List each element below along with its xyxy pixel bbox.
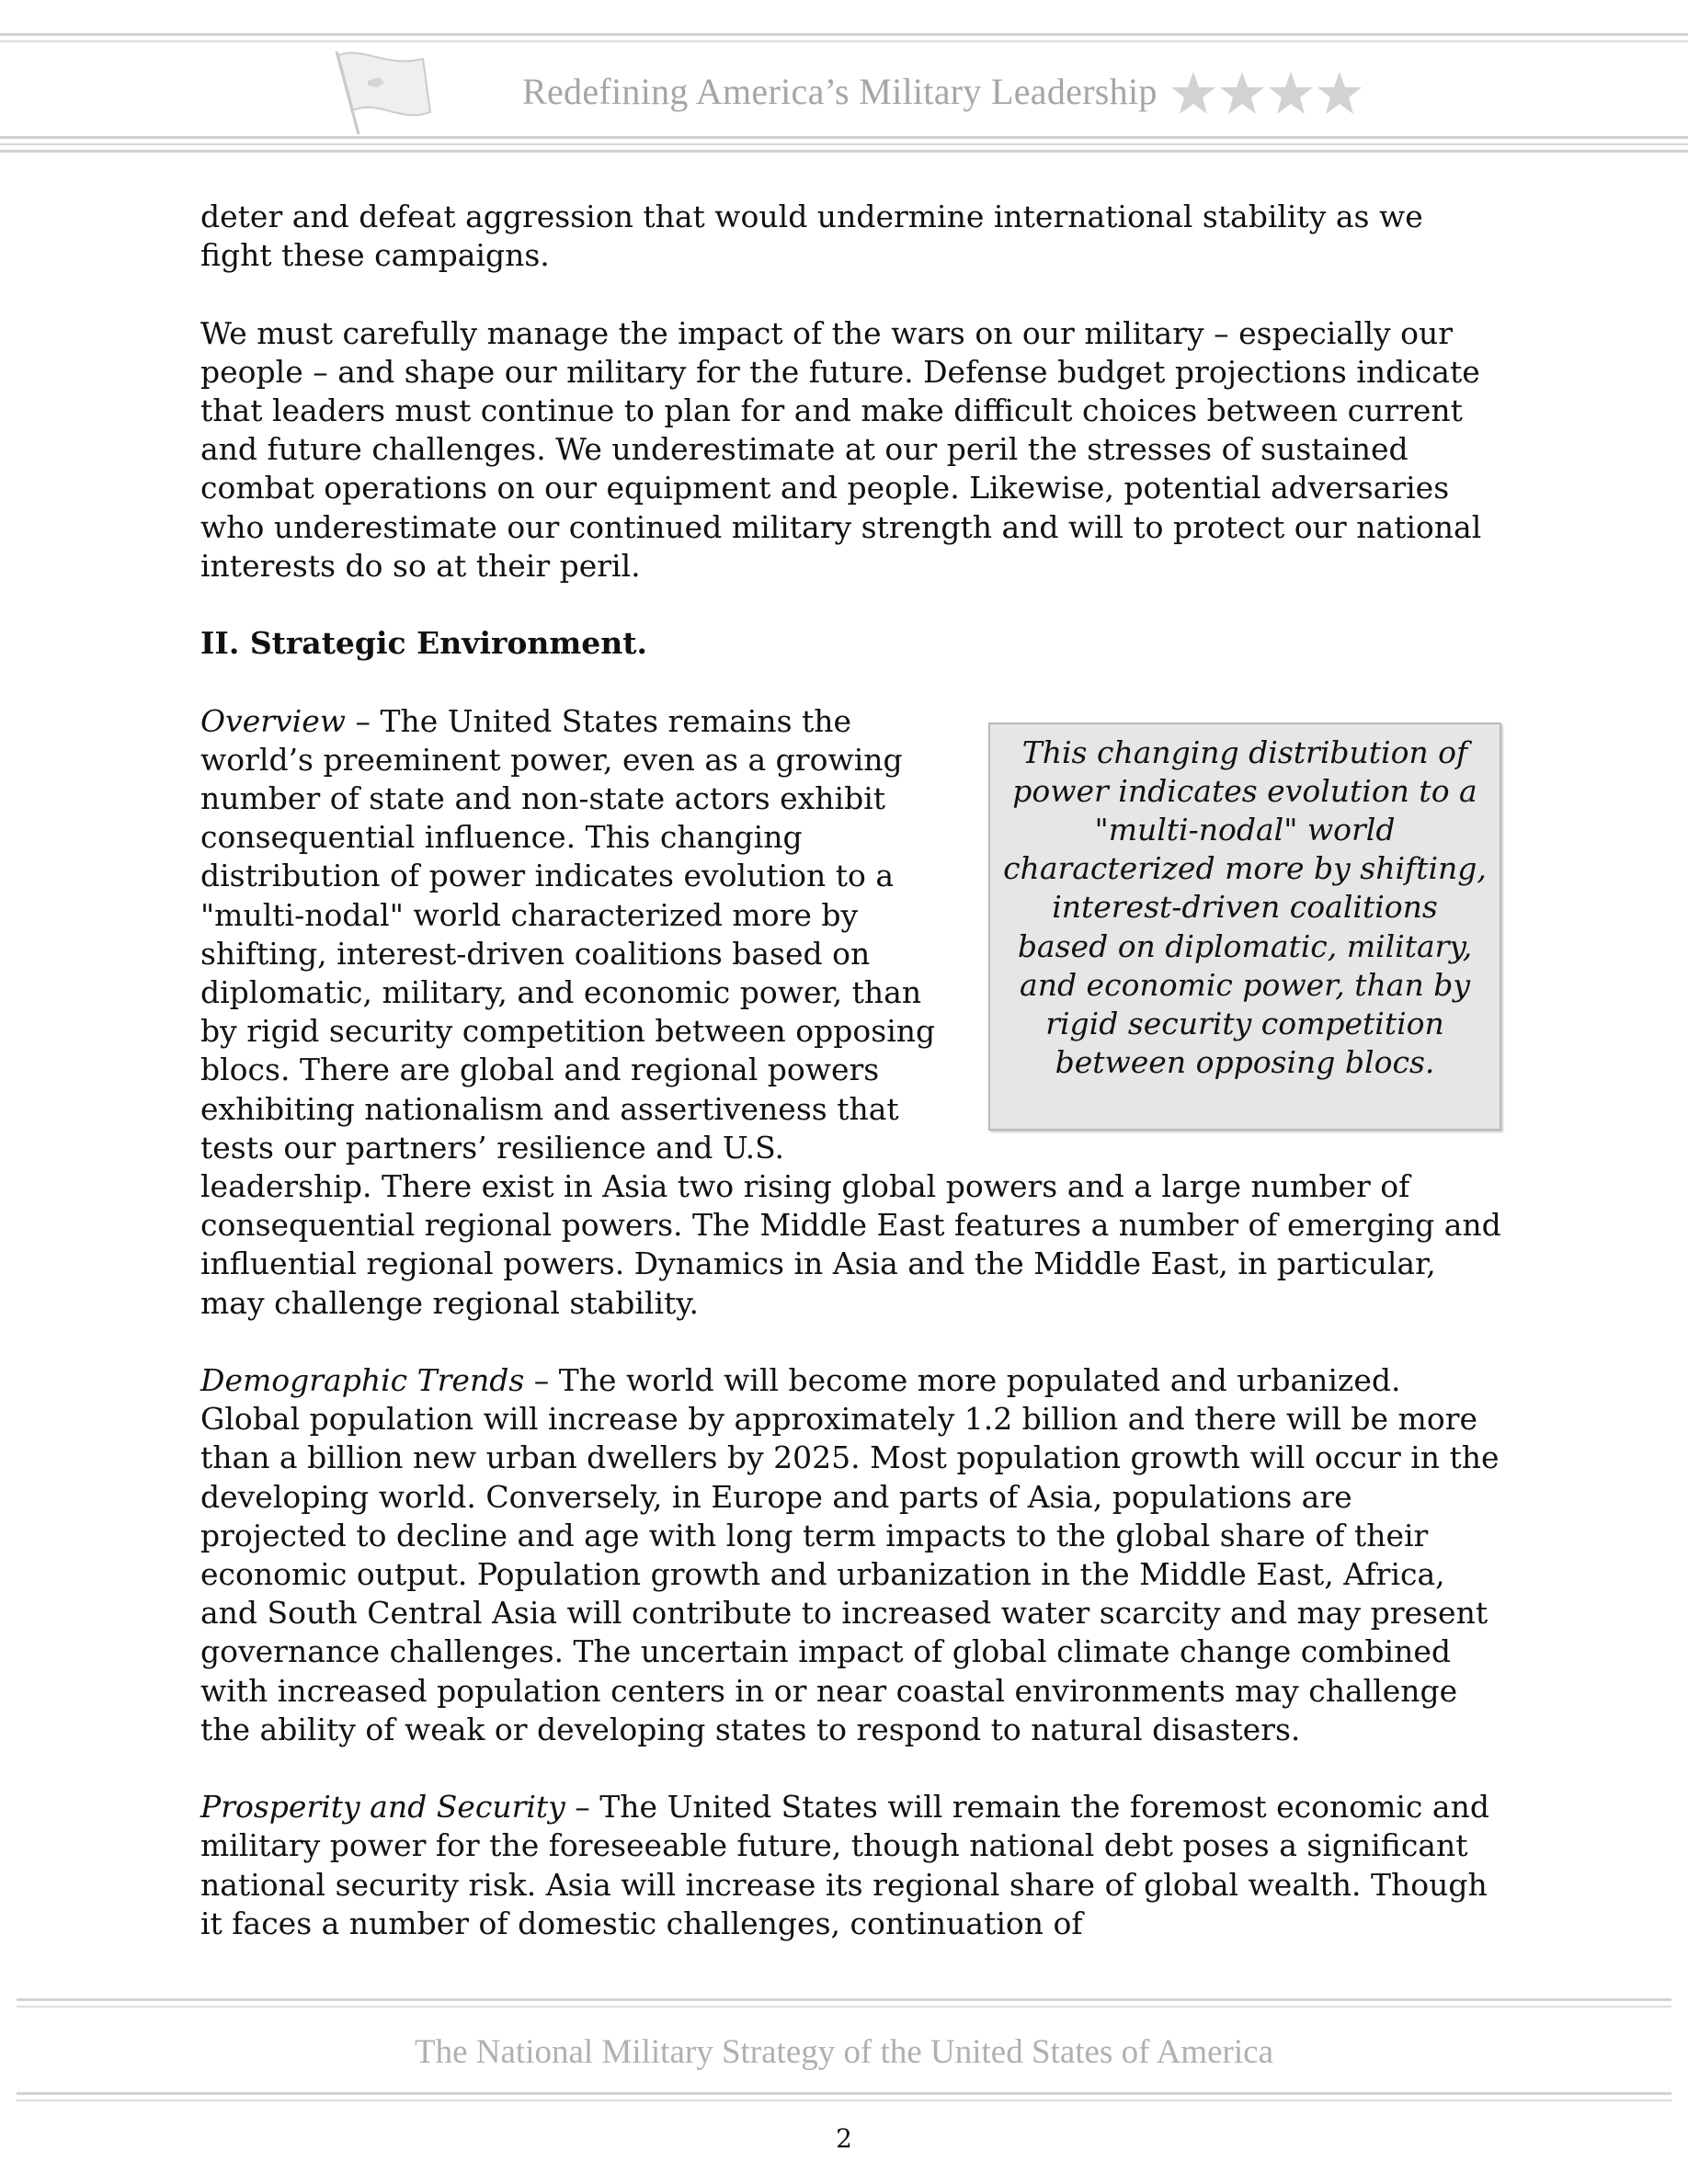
demographic-label: Demographic Trends — [200, 1362, 525, 1399]
paragraph-manage-impact: We must carefully manage the impact of the wars on our military – especially our people – and shape our military for the future. Defense budget projections indicate that leaders must continue to plan for and make difficult choices between current and future challenges. We underestimate at our peril the stresses of sustained combat operations on our equipment and people. Likewise, potential adversaries who underestimate our continued military strength and will to protect our national interests do so at their peril. — [200, 314, 1482, 584]
page-header — [0, 0, 1688, 161]
section-heading: II. Strategic Environment. — [200, 625, 648, 662]
page-number: 2 — [836, 2123, 852, 2154]
overview-text: – The United States remains the world’s preeminent power, even as a growing number of state and non-state actors exhibit consequential influence. This changing distribution of power indicates evolution to a "multi-nodal" world characterized more by shifting, interest-driven coalitions based on diplomatic, military, and economic power, than by rigid security competition between opposing blocs. There are global and regional powers exhibiting nationalism and assertiveness that tests our partners’ resilience and U.S. leadership. There exist in Asia two rising global powers and a large number of consequential regional powers. The Middle East features a number of emerging and influential regional powers. Dynamics in Asia and the Middle East, in particular, may challenge regional stability. — [200, 702, 1501, 1321]
document-body — [200, 198, 1501, 1982]
paragraph-intro: deter and defeat aggression that would undermine international stability as we fight these campaigns. — [200, 199, 1423, 274]
demographic-text: – The world will become more populated and urbanized. Global population will increase by approximately 1.2 billion and there will be more than a billion new urban dwellers by 2025. Most population growth will occur in the developing world. Conversely, in Europe and parts of Asia, populations are projected to decline and age with long term impacts to the global share of their economic output. Population growth and urbanization in the Middle East, Africa, and South Central Asia will contribute to increased water scarcity and may present governance challenges. The uncertain impact of global climate change combined with increased population centers in or near coastal environments may challenge the ability of weak or developing states to respond to natural disasters. — [200, 1362, 1500, 1747]
prosperity-label: Prosperity and Security — [200, 1789, 565, 1826]
paragraph-prosperity-security — [200, 1788, 1501, 1943]
footer-rule-top-thin — [17, 2006, 1671, 2008]
overview-label: Overview — [200, 702, 346, 739]
prosperity-text: – The United States will remain the foremost economic and military power for the foreseeable future, though national debt poses a significant national security risk. Asia will increase its regional share of global wealth. Though it faces a number of domestic challenges, continuation of — [200, 1789, 1489, 1941]
paragraph-demographic-trends — [200, 1361, 1501, 1749]
footer-rule-top — [17, 1998, 1671, 2001]
footer-rule-bottom — [17, 2092, 1671, 2095]
header-title: Redefining America’s Military Leadership — [522, 71, 1158, 112]
footer-title: The National Military Strategy of the United States of America — [415, 2033, 1273, 2071]
rank-stars-icon — [1169, 70, 1364, 118]
footer-rule-bottom-thin — [17, 2099, 1671, 2101]
pull-quote-callout: This changing distribution of power indicates evolution to a "multi-nodal" world characterized more by shifting, interest-driven coalitions based on diplomatic, military, and economic power, than by rigid security competition between opposing blocs. — [988, 722, 1501, 1131]
waving-flag-icon — [331, 48, 434, 136]
